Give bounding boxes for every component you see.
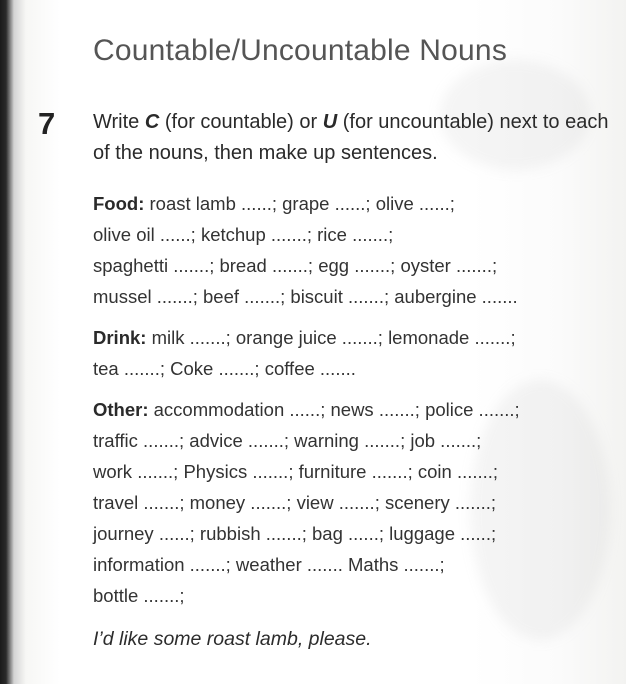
group-label: Food:	[93, 193, 145, 214]
noun-groups	[93, 188, 613, 621]
page-title: Countable/Uncountable Nouns	[93, 34, 508, 67]
noun-line	[93, 322, 613, 353]
instruction-text: (for countable) or	[159, 111, 323, 133]
noun-line: travel .......; money .......; view .......; scenery .......;	[93, 492, 497, 513]
noun-line: journey ......; rubbish .......; bag ......; luggage ......;	[93, 523, 497, 544]
noun-group-other	[93, 394, 613, 611]
group-label: Other:	[93, 399, 149, 420]
example-sentence: I’d like some roast lamb, please.	[93, 628, 372, 650]
instruction-emphasis: C	[144, 111, 160, 133]
noun-list: milk .......; orange juice .......; lemonade .......;	[151, 327, 516, 348]
instruction-text: Write	[93, 111, 145, 133]
noun-group-food	[93, 188, 613, 312]
noun-list: accommodation ......; news .......; police .......;	[153, 399, 520, 420]
noun-line: olive oil ......; ketchup .......; rice .......;	[93, 224, 394, 245]
noun-line	[93, 394, 613, 425]
noun-line: work .......; Physics .......; furniture .......; coin .......;	[93, 461, 499, 482]
exercise-instruction	[93, 107, 613, 169]
instruction-emphasis: U	[322, 111, 338, 133]
noun-line	[93, 188, 613, 219]
noun-line: traffic .......; advice .......; warning .......; job .......;	[93, 430, 482, 451]
group-label: Drink:	[93, 327, 147, 348]
noun-line: tea .......; Coke .......; coffee .......	[93, 358, 356, 379]
noun-line: spaghetti .......; bread .......; egg .......; oyster .......;	[93, 255, 498, 276]
instruction-text: (for uncountable) next to each of the nouns, then make up sentences.	[93, 111, 609, 164]
noun-group-drink	[93, 322, 613, 384]
noun-list: roast lamb ......; grape ......; olive ......;	[149, 193, 455, 214]
noun-line: information .......; weather ....... Maths .......;	[93, 554, 445, 575]
noun-line: mussel .......; beef .......; biscuit .......; aubergine .......	[93, 286, 518, 307]
noun-line: bottle .......;	[93, 585, 185, 606]
exercise-number: 7	[38, 106, 56, 141]
